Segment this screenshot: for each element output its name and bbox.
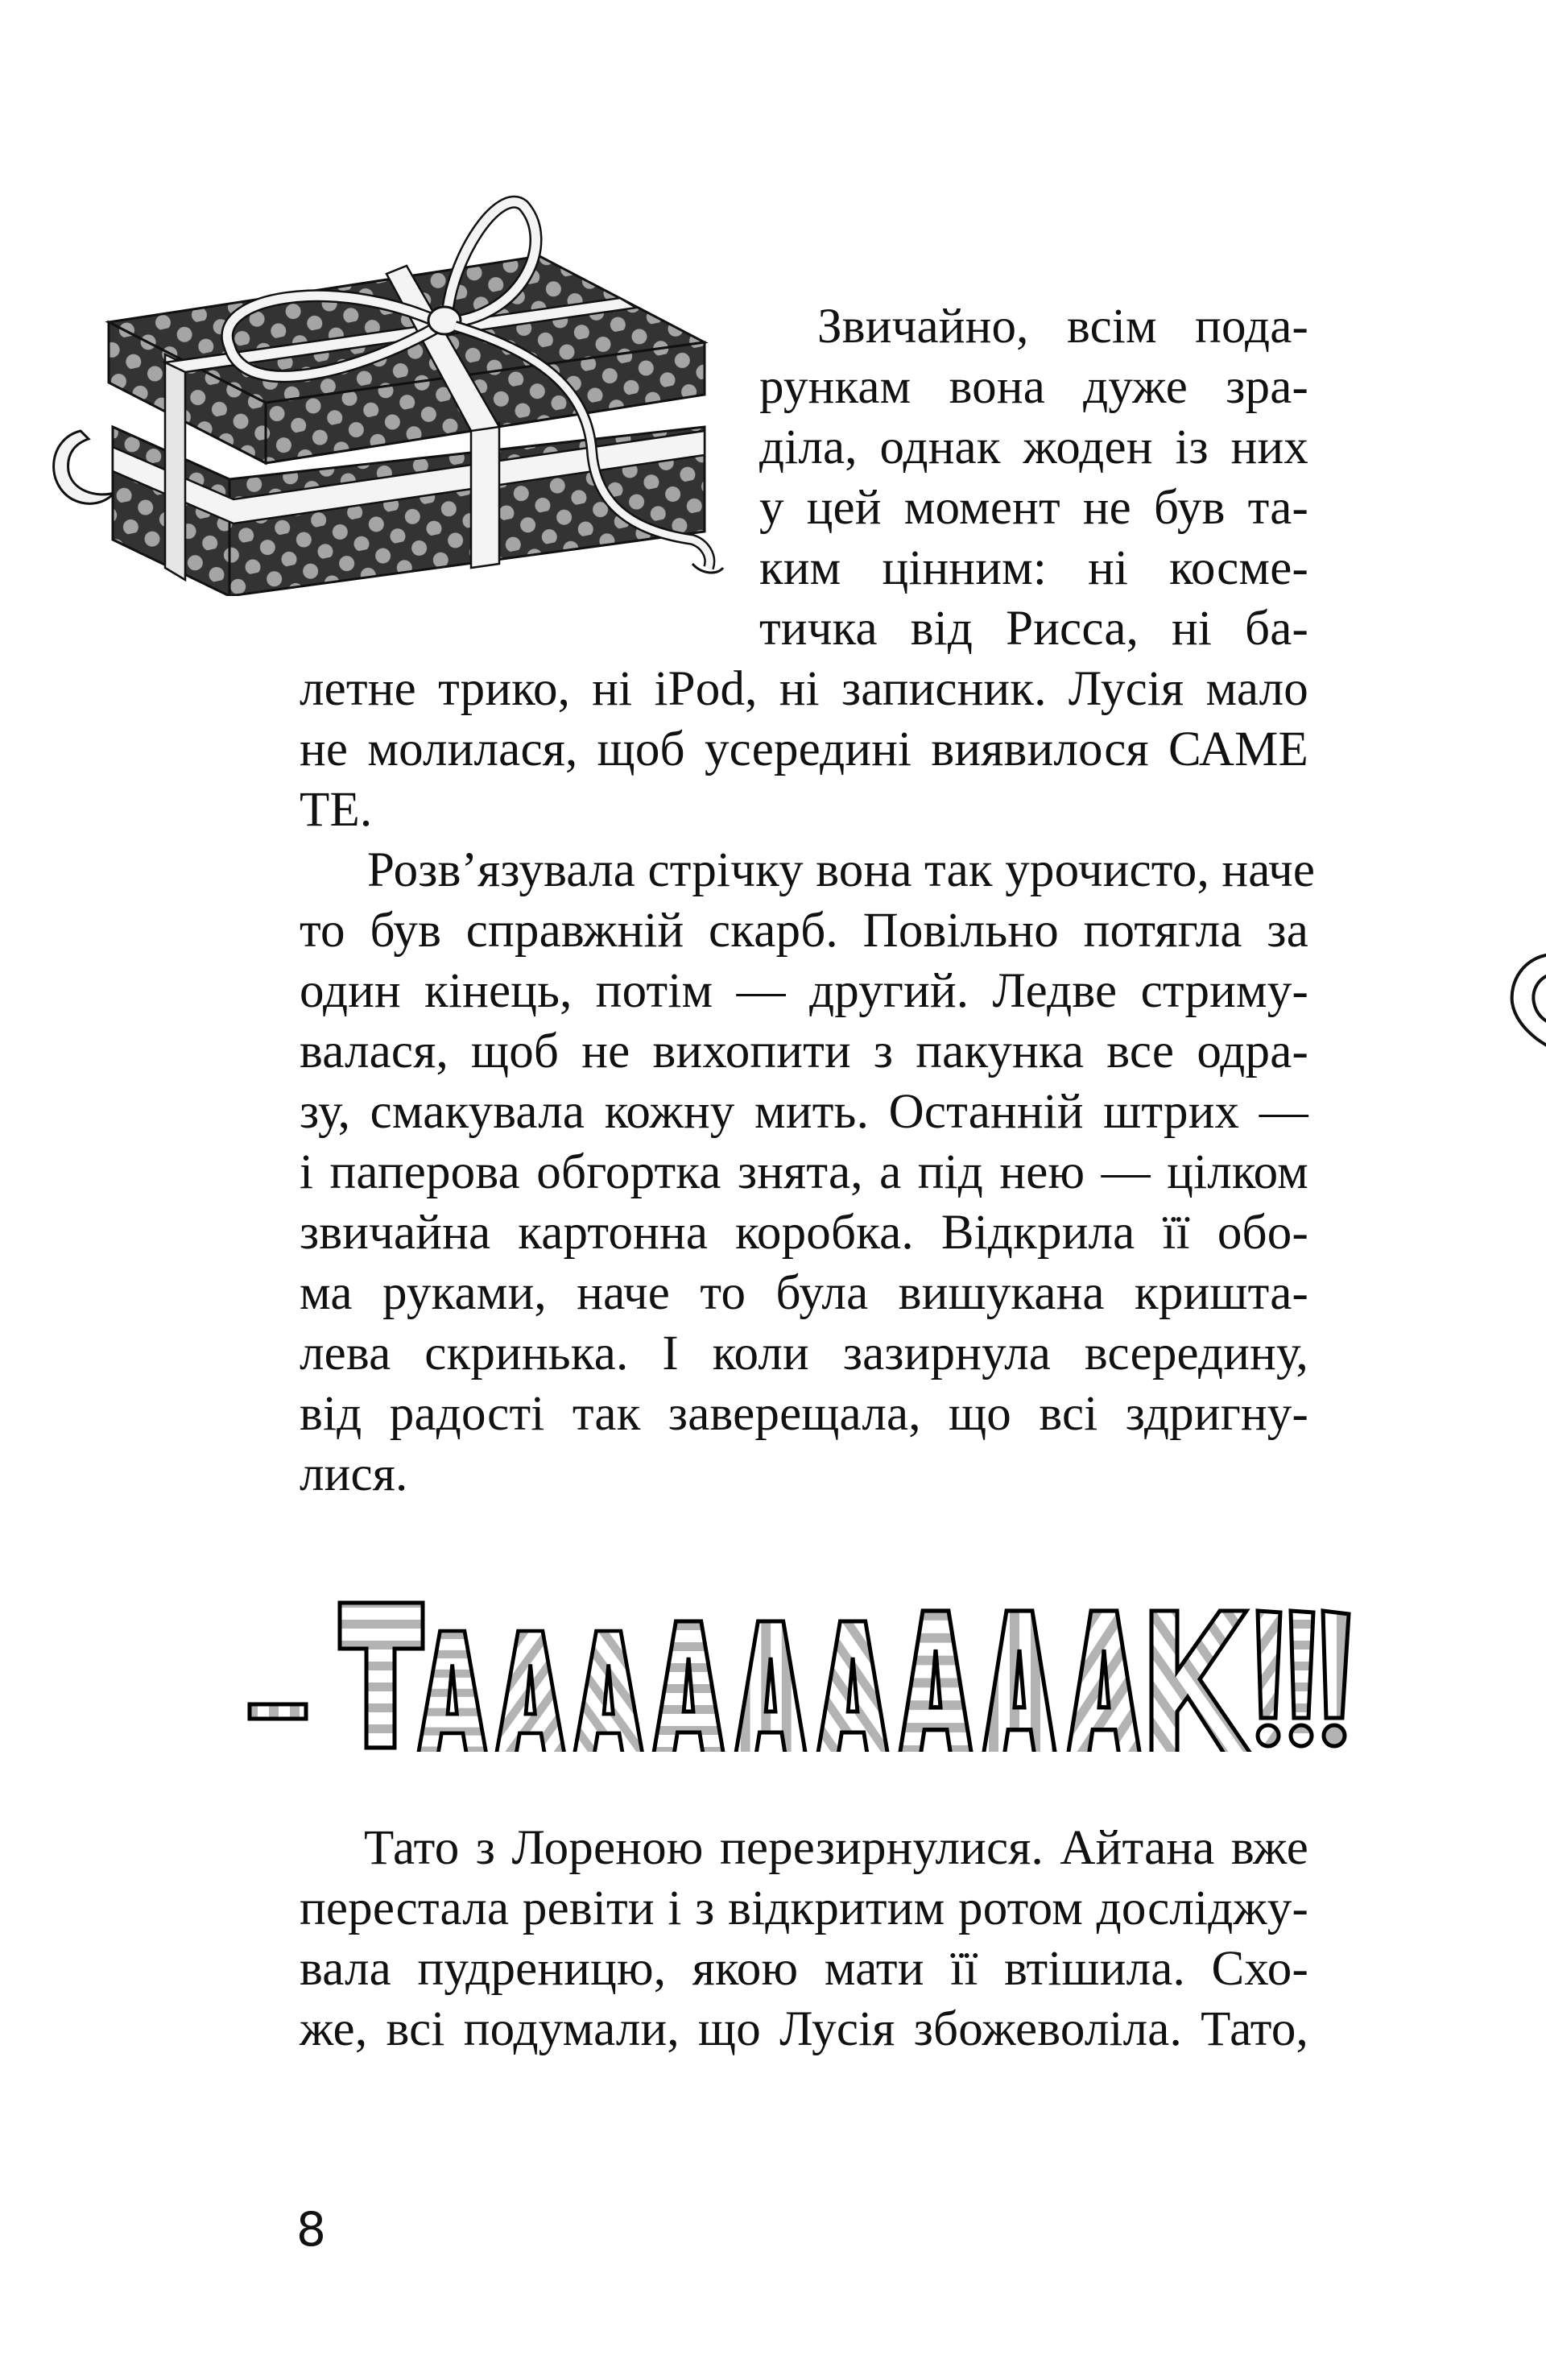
text-line: Звичайно, всім пода- — [817, 300, 1308, 354]
text-line: ким цінним: ні косме- — [759, 541, 1308, 595]
text-line: один кінець, потім — другий. Ледве стриму- — [300, 964, 1308, 1018]
text-line: же, всі подумали, що Лусія збожеволіла. Тато, — [300, 2002, 1308, 2056]
text-line: вала пудреницю, якою мати її втішила. Схо- — [300, 1942, 1308, 1996]
text-line: валася, щоб не вихопити з пакунка все одра- — [300, 1024, 1308, 1078]
text-line: Тато з Лореною перезирнулися. Айтана вже — [364, 1821, 1308, 1875]
page-number: 8 — [296, 2202, 326, 2257]
text-line: ТЕ. — [300, 783, 373, 837]
text-line: ма руками, наче то була вишукана кришта- — [300, 1266, 1308, 1320]
text-line: летне трико, ні iPod, ні записник. Лусія мало — [300, 662, 1308, 716]
text-line: тичка від Рисса, ні ба- — [759, 602, 1308, 656]
exclamation-lettering — [242, 1599, 1353, 1752]
text-line: від радості так заверещала, що всі здригну- — [300, 1387, 1308, 1441]
text-line: рункам вона дуже зра- — [759, 360, 1308, 414]
text-line: лися. — [300, 1447, 408, 1501]
swirl-decoration-icon — [1506, 946, 1546, 1051]
text-line: звичайна картонна коробка. Відкрила її обо- — [300, 1206, 1308, 1260]
text-line: у цей момент не був та- — [759, 481, 1308, 535]
text-line: і паперова обгортка знята, а під нею — цілком — [300, 1145, 1308, 1199]
text-line: не молилася, щоб усередині виявилося САМЕ — [300, 722, 1308, 776]
text-line: Розв’язувала стрічку вона так урочисто, наче — [367, 843, 1316, 897]
text-line: зу, смакувала кожну мить. Останній штрих — — [300, 1085, 1308, 1139]
text-line: то був справжній скарб. Повільно потягла за — [300, 904, 1308, 958]
exclamation-heading — [242, 1599, 1353, 1752]
text-line: лева скринька. І коли зазирнула всередину, — [300, 1327, 1308, 1380]
text-line: перестала ревіти і з відкритим ротом досліджу- — [300, 1881, 1308, 1935]
text-line: діла, однак жоден із них — [759, 420, 1308, 474]
dash-glyph — [250, 1704, 306, 1719]
gift-box-illustration — [24, 161, 733, 596]
